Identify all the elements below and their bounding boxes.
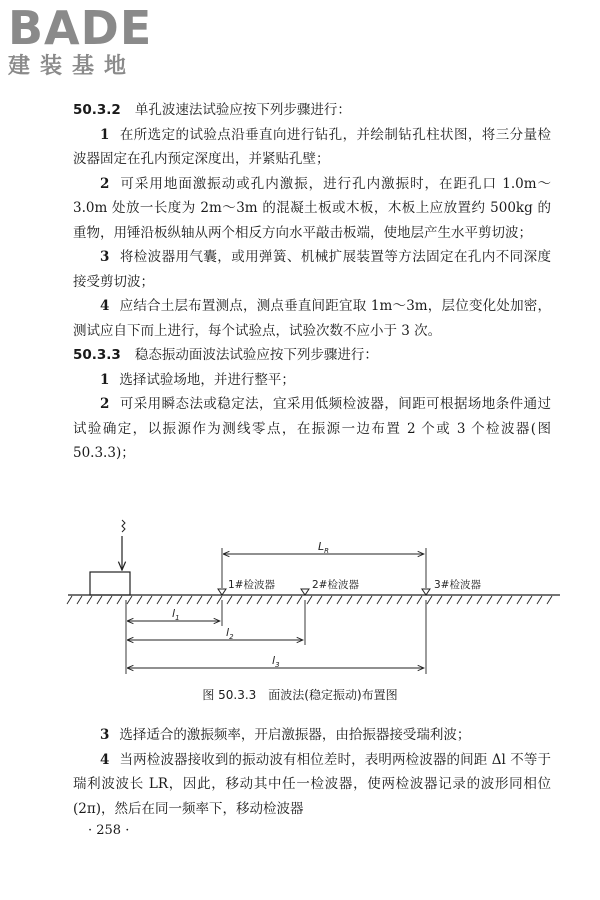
- l1-label: $l_1$: [172, 607, 180, 622]
- l3-label: $l_3$: [272, 654, 280, 669]
- logo: [8, 1, 178, 80]
- list-item: 2 可采用瞬态法或稳定法，宜采用低频检波器，间距可根据场地条件通过试验确定，以振源作为测线零点，在振源一边布置 2 个或 3 个检波器(图 50.3.3)；: [73, 396, 551, 461]
- document-body: [73, 98, 551, 466]
- logo-wordmark: BADE: [8, 1, 153, 55]
- document-body-continued: [73, 723, 551, 821]
- list-item: 1 在所选定的试验点沿垂直向进行钻孔，并绘制钻孔柱状图，将三分量检波器固定在孔内预定深度出，并紧贴孔壁；: [73, 126, 551, 167]
- section-heading-50-3-2: 50.3.2 单孔波速法试验应按下列步骤进行：: [73, 102, 351, 118]
- list-item: 2 可采用地面激振动或孔内激振，进行孔内激振时，在距孔口 1.0m～3.0m 处放一长度为 2m～3m 的混凝土板或木板，木板上应放置约 500kg 的重物，用锤沿板纵轴从两个相反方向水平敲击板端，使地层产生水平剪切波；: [73, 175, 551, 241]
- surface-wave-layout-diagram: [60, 508, 560, 708]
- detector-3-marker: [422, 589, 430, 595]
- page-number: · 258 ·: [88, 823, 130, 838]
- lr-label: $L_R$: [318, 540, 330, 555]
- list-item: 3 将检波器用气囊，或用弹簧、机械扩展装置等方法固定在孔内不同深度接受剪切波；: [73, 249, 551, 290]
- vibration-symbol: [122, 520, 125, 532]
- detector-1-marker: [218, 589, 226, 595]
- diagram-svg: [60, 508, 560, 708]
- l2-label: $l_2$: [226, 626, 234, 641]
- list-item: 4 应结合土层布置测点，测点垂直间距宜取 1m～3m，层位变化处加密，测试应自下而上进行，每个试验点，试验次数不应小于 3 次。: [73, 298, 551, 339]
- list-item: 4 当两检波器接收到的振动波有相位差时，表明两检波器的间距 Δl 不等于瑞利波波长 LR，因此，移动其中任一检波器，使两检波器记录的波形同相位(2π)，然后在同一频率下，移动检波器: [73, 751, 551, 817]
- detector-2-marker: [301, 589, 309, 595]
- section-heading-50-3-3: 50.3.3 稳态振动面波法试验应按下列步骤进行：: [73, 347, 378, 363]
- list-item: 1 选择试验场地，并进行整平；: [100, 371, 295, 388]
- list-item: 3 选择适合的激振频率，开启激振器，由拾振器接受瑞利波；: [100, 727, 471, 743]
- excitation-plate: [90, 572, 130, 595]
- detector-2-label: 2#检波器: [312, 579, 359, 591]
- figure-caption: 图 50.3.3 面波法(稳定振动)布置图: [202, 688, 398, 702]
- detector-3-label: 3#检波器: [434, 579, 481, 591]
- logo-subtitle: 建装基地: [8, 54, 137, 79]
- detector-1-label: 1#检波器: [228, 579, 275, 591]
- ground-hatching: [67, 596, 552, 604]
